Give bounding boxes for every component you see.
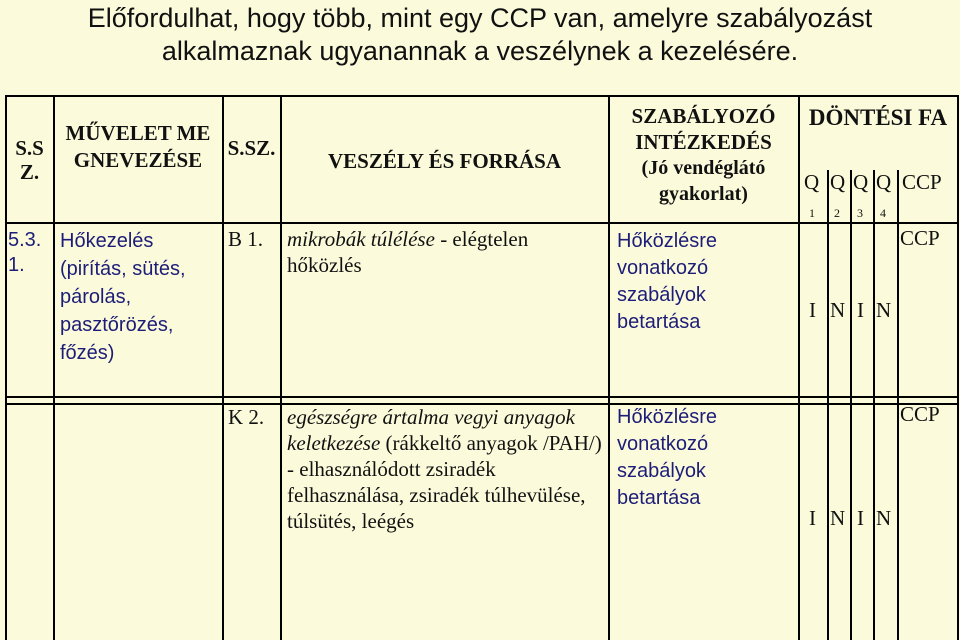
col-divider (280, 95, 282, 640)
table-border-right (957, 95, 959, 640)
row1-q4-answer: N (876, 298, 892, 322)
row1-q1-answer: I (809, 298, 816, 322)
col-divider (798, 95, 800, 640)
row1-q3-answer: I (857, 298, 864, 322)
header-szabalyozo-intezkedes (609, 103, 798, 207)
title-line-2: alkalmaznak ugyanannak a veszélynek a kezelésére. (161, 36, 799, 66)
row1-q2-answer: N (830, 298, 846, 322)
row1-ccp: CCP (900, 226, 940, 250)
row2-q4-answer: N (876, 506, 892, 530)
row1-veszely (287, 226, 605, 278)
slide-title (0, 2, 960, 68)
row1-ssz: 5.3. 1. (8, 229, 42, 276)
title-line-1: Előfordulhat, hogy több, mint egy CCP van, amelyre szabályozást (87, 3, 873, 33)
header-q2-number: 2 (834, 206, 840, 220)
row2-veszely (287, 404, 605, 534)
header-szabalyozo-line1: SZABÁLYOZÓ INTÉZKEDÉS (631, 104, 776, 154)
header-veszely-es-forrasa: VESZÉLY ÉS FORRÁSA (327, 149, 562, 173)
col-divider (53, 95, 55, 640)
header-q1: Q (804, 170, 820, 194)
header-q3-number: 3 (857, 206, 863, 220)
row1-ssz2: B 1. (228, 227, 264, 251)
header-q1-number: 1 (809, 206, 815, 220)
header-szabalyozo-line2: (Jó vendéglátó gyakorlat) (641, 157, 766, 205)
header-q4-number: 4 (880, 206, 886, 220)
q-divider (850, 170, 852, 640)
row2-veszely-italic: egészségre ártalma vegyi anyagok keletkezése (287, 405, 575, 455)
row2-veszely-rest: (rákkeltő anyagok /PAH/) - elhasználódott zsiradék felhasználása, zsiradék túlhevülése, túlsütés, leégés (287, 431, 602, 533)
row2-ssz2: K 2. (228, 405, 265, 429)
header-divider (5, 222, 958, 224)
header-q3: Q (853, 170, 869, 194)
header-q2: Q (830, 170, 846, 194)
row2-q2-answer: N (830, 506, 846, 530)
row2-szabalyozo: Hőközlésre vonatkozó szabályok betartása (617, 406, 718, 509)
row2-ccp: CCP (900, 402, 940, 426)
header-ccp: CCP (902, 170, 942, 194)
row2-q3-answer: I (857, 506, 864, 530)
header-q4: Q (876, 170, 892, 194)
row1-veszely-rest: - elégtelen hőközlés (287, 227, 529, 277)
header-dontesi-fa: DÖNTÉSI FA (808, 105, 948, 130)
row2-q1-answer: I (809, 506, 816, 530)
row1-szabalyozo: Hőközlésre vonatkozó szabályok betartása (617, 230, 718, 333)
header-ssz: S.SZ. (15, 136, 44, 184)
header-muvelet-megnevezese: MŰVELET MEGNEVEZÉSE (65, 121, 211, 172)
q-divider (873, 170, 875, 640)
header-ssz-2: S.SZ. (227, 136, 276, 160)
q-divider (897, 170, 899, 640)
row-divider (5, 396, 958, 398)
table-border-top (5, 95, 958, 97)
row1-veszely-italic: mikrobák túlélése (287, 227, 435, 251)
col-divider (222, 95, 224, 640)
q-divider (827, 170, 829, 640)
row1-muvelet: Hőkezelés (pirítás, sütés, párolás, pasztőrözés, főzés) (60, 230, 186, 364)
